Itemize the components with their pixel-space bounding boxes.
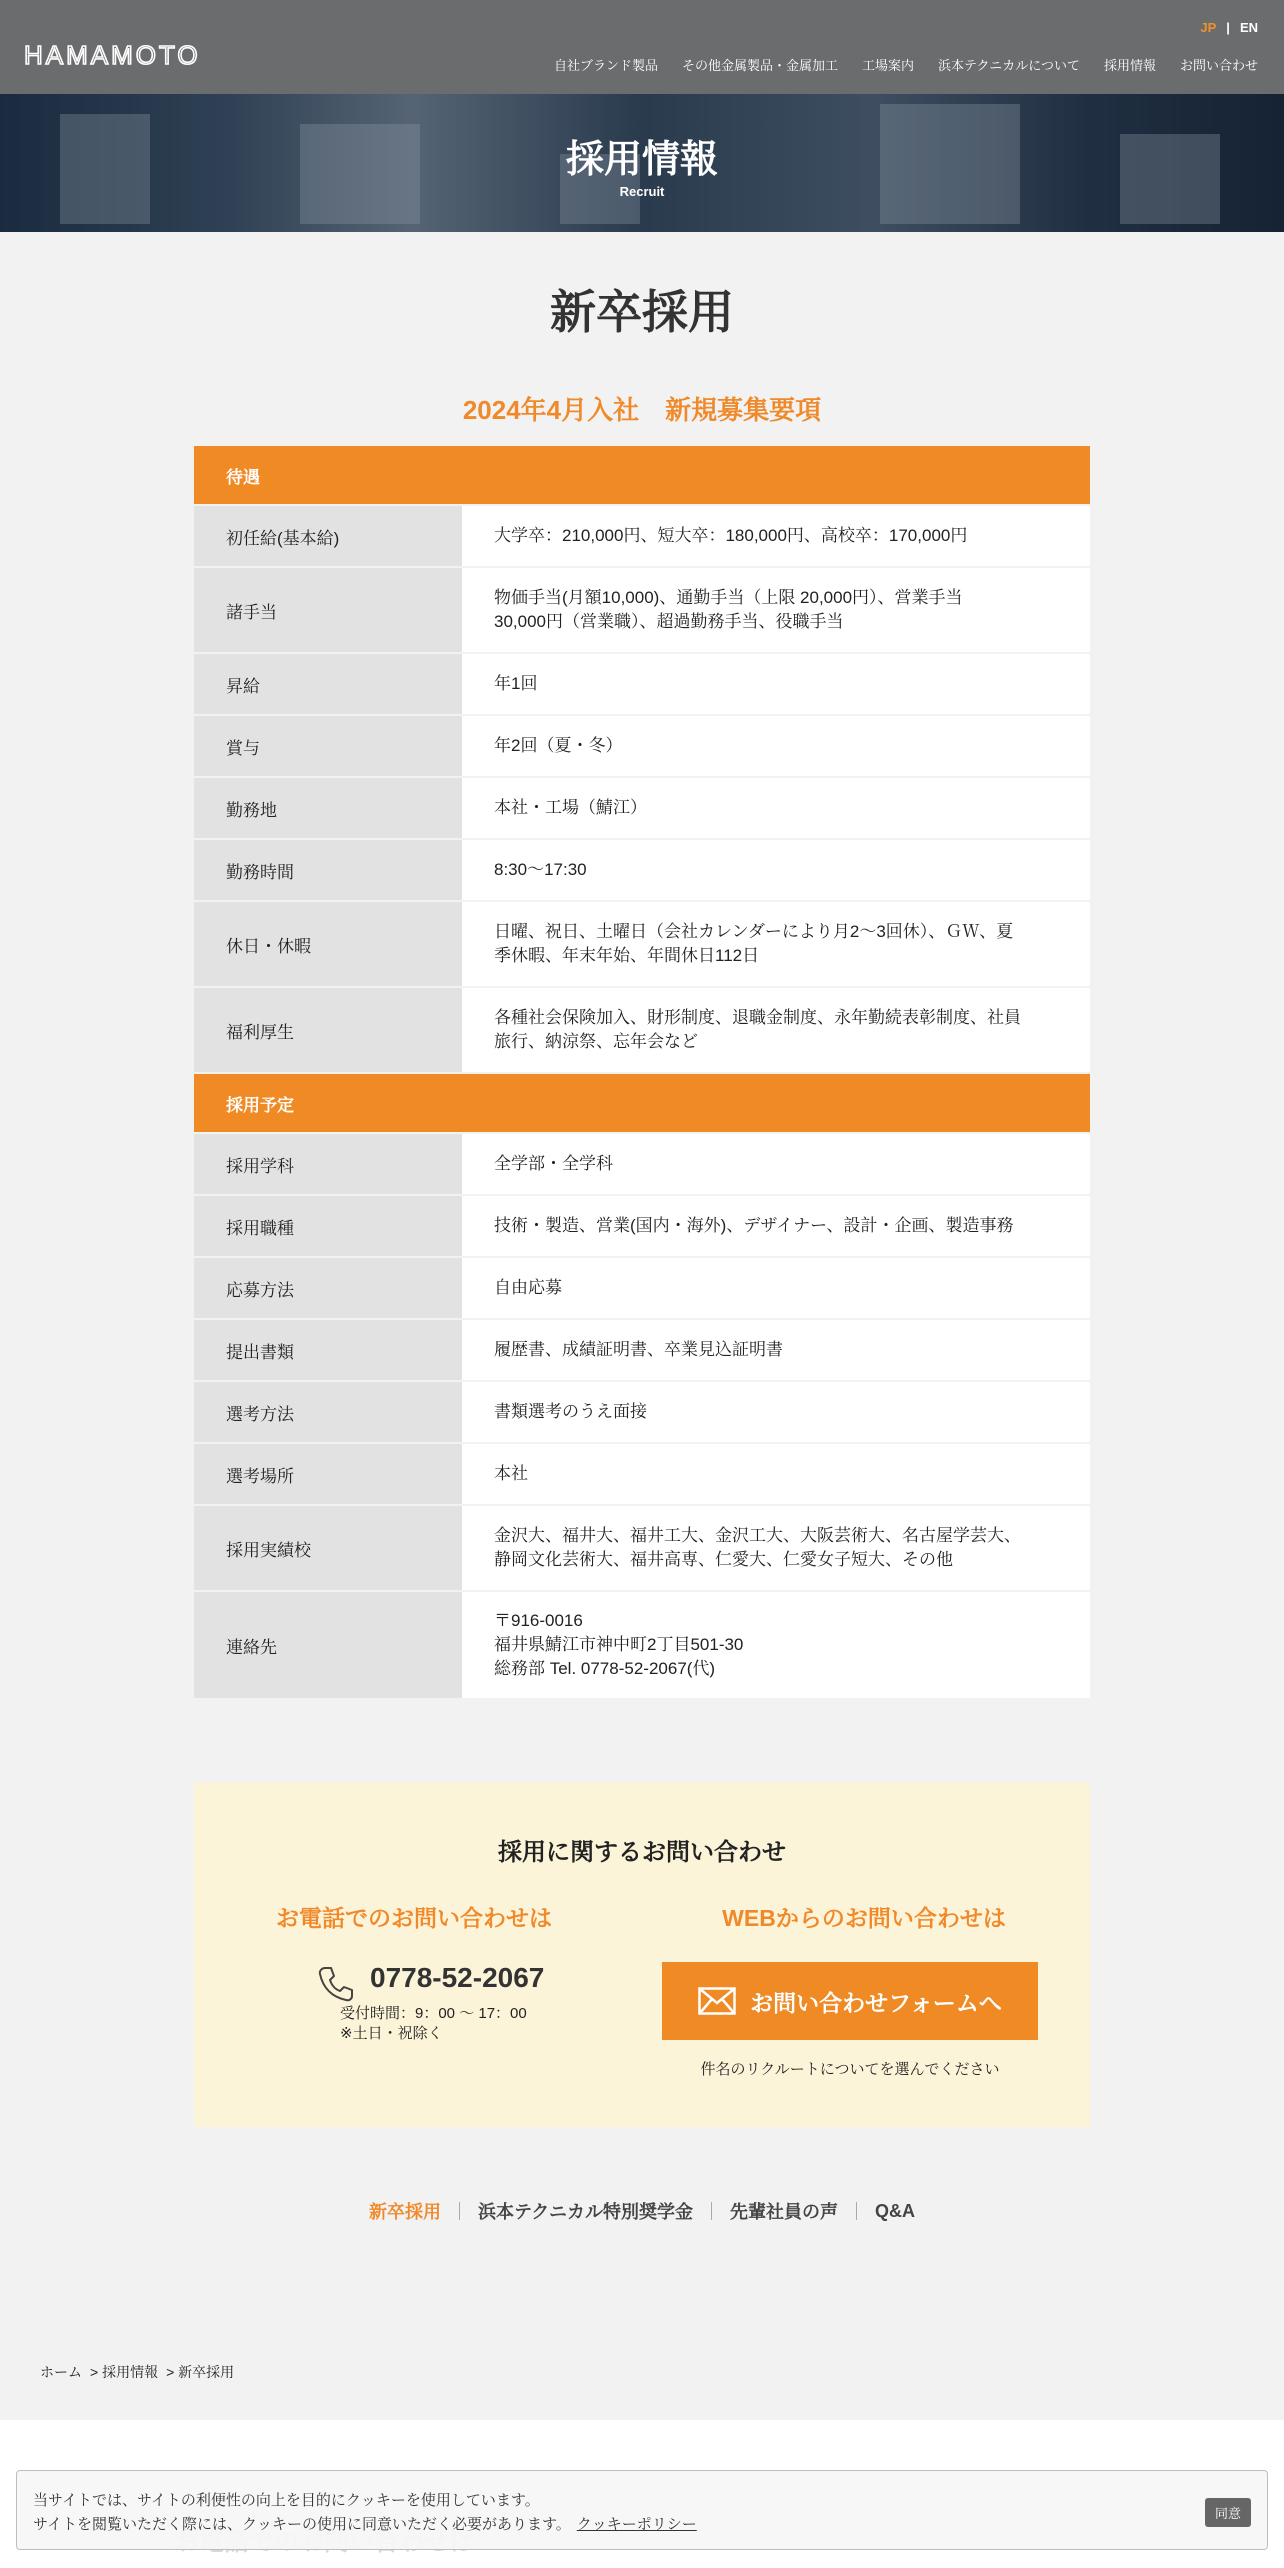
hero-title: 採用情報 — [565, 139, 718, 181]
row-label: 採用学科 — [194, 1134, 462, 1194]
svg-text:HAMAMOTO: HAMAMOTO — [24, 42, 201, 68]
nav-factory[interactable]: 工場案内 — [861, 58, 914, 73]
table-row — [194, 988, 1090, 1074]
nav-metal-products[interactable]: その他金属製品・金属加工 — [681, 58, 838, 73]
table-row — [194, 1506, 1090, 1592]
table-row — [194, 1444, 1090, 1506]
table-row — [194, 1320, 1090, 1382]
subnav-employee-voice[interactable]: 先輩社員の声 — [729, 2202, 838, 2222]
lang-en-link[interactable]: EN — [1239, 20, 1258, 35]
mail-icon — [698, 1987, 736, 2015]
lang-jp-link[interactable]: JP — [1200, 20, 1217, 35]
row-value: 〒916-0016 福井県鯖江市神中町2丁目501-30 総務部 Tel. 0778-52-2067(代) — [462, 1592, 1090, 1698]
row-value: 履歴書、成績証明書、卒業見込証明書 — [462, 1320, 1090, 1380]
row-value: 書類選考のうえ面接 — [462, 1382, 1090, 1442]
section-header-treatment: 待遇 — [194, 446, 1090, 506]
row-label: 連絡先 — [194, 1592, 462, 1698]
hero-subtitle: Recruit — [619, 184, 665, 199]
row-value: 物価手当(月額10,000)、通勤手当（上限 20,000円）、営業手当 30,000円（営業職）、超過勤務手当、役職手当 — [462, 568, 1090, 652]
closed-days-text: ※土日・祝除く — [340, 2025, 443, 2042]
row-value: 日曜、祝日、土曜日（会社カレンダーにより月2～3回休）、ＧＷ、夏 季休暇、年末年始、年間休日112日 — [462, 902, 1090, 986]
phone-number-link[interactable]: 0778-52-2067 — [370, 1962, 545, 1993]
row-label: 賞与 — [194, 716, 462, 776]
subnav-scholarship[interactable]: 浜本テクニカル特別奨学金 — [478, 2202, 693, 2222]
hero-banner — [0, 94, 1284, 232]
table-row — [194, 654, 1090, 716]
table-row — [194, 1258, 1090, 1320]
row-label: 選考方法 — [194, 1382, 462, 1442]
table-row — [194, 840, 1090, 902]
cookie-line-1: 当サイトでは、サイトの利便性の向上を目的にクッキーを使用しています。 — [33, 2492, 540, 2509]
contact-title: 採用に関するお問い合わせ — [498, 1839, 786, 1866]
row-label: 昇給 — [194, 654, 462, 714]
table-row — [194, 902, 1090, 988]
row-value: 本社・工場（鯖江） — [462, 778, 1090, 838]
web-contact-title: WEBからのお問い合わせは — [722, 1905, 1006, 1931]
row-label: 諸手当 — [194, 568, 462, 652]
row-value: 本社 — [462, 1444, 1090, 1504]
row-label: 提出書類 — [194, 1320, 462, 1380]
nav-recruit[interactable]: 採用情報 — [1103, 58, 1156, 73]
cookie-line-2-text: サイトを閲覧いただく際には、クッキーの使用に同意いただく必要があります。 — [33, 2516, 571, 2533]
recruitment-table — [194, 446, 1090, 1700]
nav-about[interactable]: 浜本テクニカルについて — [938, 58, 1080, 73]
row-label: 選考場所 — [194, 1444, 462, 1504]
breadcrumb-current: > 新卒採用 — [166, 2364, 235, 2380]
breadcrumb-recruit[interactable]: > 採用情報 — [90, 2364, 159, 2380]
site-header — [0, 0, 1284, 94]
recruit-subnav — [0, 2198, 1284, 2224]
contact-form-button[interactable] — [662, 1962, 1038, 2040]
table-row — [194, 1134, 1090, 1196]
row-label: 休日・休暇 — [194, 902, 462, 986]
form-note: 件名のリクルートについてを選んでください — [700, 2061, 1000, 2078]
row-value: 8:30～17:30 — [462, 840, 1090, 900]
cookie-line-2 — [33, 2513, 697, 2537]
row-value: 大学卒：210,000円、短大卒：180,000円、高校卒：170,000円 — [462, 506, 1090, 566]
table-row — [194, 778, 1090, 840]
breadcrumb-home[interactable]: ホーム — [40, 2364, 82, 2380]
phone-icon — [316, 1964, 356, 2004]
hours-text: 受付時間：9：00 ～ 17：00 — [340, 2005, 527, 2022]
table-row — [194, 506, 1090, 568]
row-label: 採用実績校 — [194, 1506, 462, 1590]
nav-own-brand[interactable]: 自社ブランド製品 — [553, 58, 658, 73]
cookie-message — [33, 2489, 697, 2537]
recruit-contact-box — [194, 1782, 1090, 2127]
language-switch — [1200, 20, 1258, 35]
row-label: 初任給(基本給) — [194, 506, 462, 566]
cookie-agree-button[interactable]: 同意 — [1205, 2498, 1251, 2527]
table-row — [194, 1382, 1090, 1444]
cookie-banner — [16, 2470, 1268, 2550]
row-label: 福利厚生 — [194, 988, 462, 1072]
section-header-plan: 採用予定 — [194, 1074, 1090, 1134]
phone-contact-title: お電話でのお問い合わせは — [276, 1905, 552, 1931]
table-row — [194, 1196, 1090, 1258]
row-value: 年2回（夏・冬） — [462, 716, 1090, 776]
table-row — [194, 1592, 1090, 1700]
nav-contact[interactable]: お問い合わせ — [1179, 58, 1258, 73]
breadcrumb — [40, 2362, 234, 2382]
row-value: 各種社会保険加入、財形制度、退職金制度、永年勤続表彰制度、社員 旅行、納涼祭、忘年会など — [462, 988, 1090, 1072]
contact-form-button-label: お問い合わせフォームへ — [750, 1989, 1002, 2016]
lang-separator: | — [1226, 20, 1230, 35]
cookie-policy-link[interactable]: クッキーポリシー — [576, 2516, 697, 2533]
table-row — [194, 716, 1090, 778]
recruit-heading: 2024年4月入社 新規募集要項 — [462, 395, 822, 425]
reception-hours — [340, 2004, 527, 2044]
global-nav — [554, 55, 1258, 74]
row-label: 応募方法 — [194, 1258, 462, 1318]
row-label: 勤務時間 — [194, 840, 462, 900]
page-title: 新卒採用 — [550, 286, 734, 338]
row-value: 自由応募 — [462, 1258, 1090, 1318]
row-value: 全学部・全学科 — [462, 1134, 1090, 1194]
subnav-new-graduate[interactable]: 新卒採用 — [369, 2202, 442, 2222]
subnav-qa[interactable]: Q&A — [874, 2200, 915, 2221]
table-row — [194, 568, 1090, 654]
hamamoto-logo[interactable] — [24, 42, 284, 68]
row-value: 技術・製造、営業(国内・海外)、デザイナー、設計・企画、製造事務 — [462, 1196, 1090, 1256]
row-value: 年1回 — [462, 654, 1090, 714]
row-label: 勤務地 — [194, 778, 462, 838]
row-label: 採用職種 — [194, 1196, 462, 1256]
row-value: 金沢大、福井大、福井工大、金沢工大、大阪芸術大、名古屋学芸大、 静岡文化芸術大、福井高専、仁愛大、仁愛女子短大、その他 — [462, 1506, 1090, 1590]
